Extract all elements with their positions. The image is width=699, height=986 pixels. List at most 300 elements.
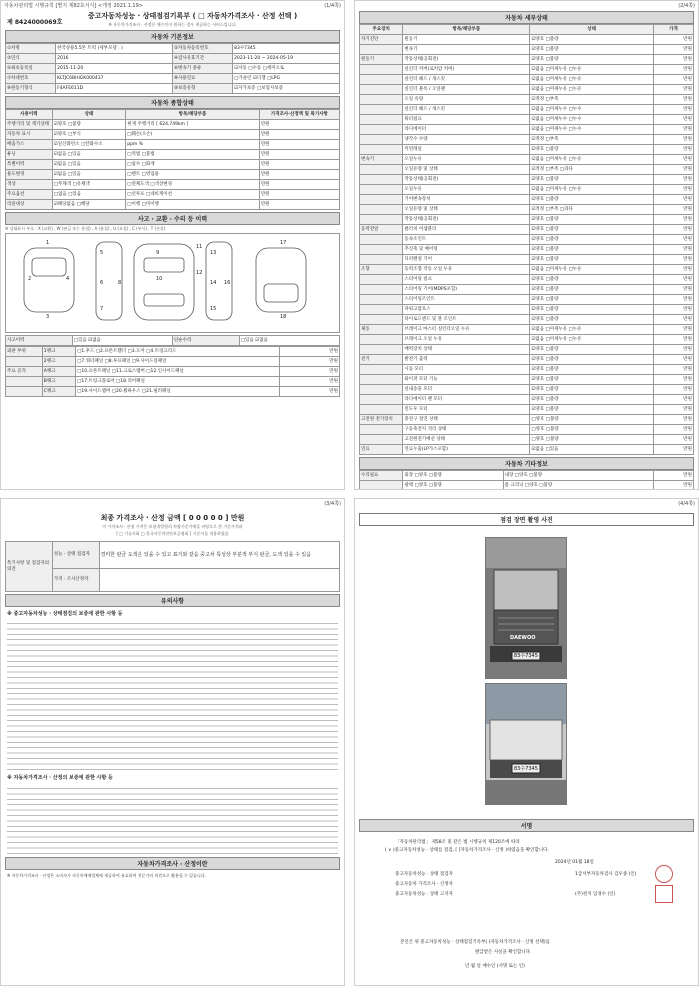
detail-status-row [360, 35, 694, 45]
detail-status-cell: ☑양호 □불량 [530, 45, 654, 55]
receipt-sign-line: 년 월 일 매수인 (서명 또는 인) [465, 964, 525, 969]
detail-status-cell: 파워고압호스 [403, 305, 530, 315]
detail-status-row [360, 175, 694, 185]
inspector-label: 중고자동차성능 · 상태 점검자 [395, 872, 453, 877]
detail-status-row [360, 385, 694, 395]
notice-heading-1: ※ 중고자동차성능 · 상태점검의 보증에 관한 사항 등 [7, 611, 123, 617]
detail-status-cell [360, 145, 403, 155]
other-info-cell: 외장 □양호 □불량 [403, 471, 503, 481]
appraiser-label: 중고자동차 가격조사 · 산정자 [395, 882, 453, 887]
accident-summary-cell: 사고이력 [6, 336, 73, 346]
signature-bar: 서명 [359, 819, 694, 832]
detail-status-price-cell: 만원 [653, 255, 693, 265]
appraiser-sub-label: 가격 · 조사산정자 [52, 569, 99, 592]
general-status-cell: □훼손(오손) [126, 130, 260, 140]
form-header: 자동차관리법 시행규칙 [별지 제82호서식] <개정 2021.1.19> [4, 3, 143, 9]
detail-status-cell: ☑없음 □미세누유 □누유 [530, 85, 654, 95]
detail-status-cell: 원동기 [360, 55, 403, 65]
detail-status-cell: ☑없음 □미세누유 □누유 [530, 155, 654, 165]
detail-status-header-cell: 가격 [653, 25, 693, 35]
detail-status-cell [360, 295, 403, 305]
frame-cell: □1.후드 □2.프론트휀더 □3.도어 □4.트렁크리드 [76, 347, 280, 357]
general-status-cell: 배출가스 [6, 140, 53, 150]
detail-status-cell: ☑양호 □불량 [530, 365, 654, 375]
detail-status-price-cell: 만원 [653, 135, 693, 145]
appraisal-definition-bar: 자동차가격조사 · 산정이란 [5, 857, 340, 870]
detail-status-price-cell: 만원 [653, 395, 693, 405]
plate-text-rear: 83수7345 [514, 766, 538, 772]
part-number-label: 1 [46, 240, 50, 246]
detail-status-cell [360, 215, 403, 225]
detail-status-cell [360, 405, 403, 415]
general-status-cell: ☑없음 □있음 [52, 150, 125, 160]
basic-info-cell: □가솔린 ☑디젤 □LPG [233, 74, 340, 84]
detail-status-row [360, 135, 694, 145]
detail-status-cell: 변속기 [403, 45, 530, 55]
detail-status-price-cell: 만원 [653, 175, 693, 185]
detail-status-price-cell: 만원 [653, 245, 693, 255]
sign-line-2: ( ∨ )중고자동차성능 · 상태를 점검, [ ]자동차가격조사 · 산정 )하였음을 확인합니다. [385, 848, 549, 853]
detail-status-cell: 스티어링 펌프 [403, 275, 530, 285]
detail-status-cell [360, 95, 403, 105]
detail-status-row [360, 185, 694, 195]
basic-info-cell: ☑자가보증 □보험사보증 [233, 84, 340, 94]
detail-status-price-cell: 만원 [653, 365, 693, 375]
detail-status-row [360, 325, 694, 335]
detail-status-row [360, 45, 694, 55]
detail-status-cell: 오일유량 및 상태 [403, 165, 530, 175]
detail-status-price-cell: 만원 [653, 275, 693, 285]
detail-status-cell: 실린더 커버(로커암 커버) [403, 65, 530, 75]
detail-status-cell: ☑양호 □불량 [530, 175, 654, 185]
accident-summary-table [5, 335, 340, 346]
part-number-label: 18 [280, 314, 287, 320]
basic-info-cell: ③연식 [6, 54, 56, 64]
detail-status-cell: 작동상태(공회전) [403, 175, 530, 185]
detail-status-cell: 작동상태(공회전) [403, 55, 530, 65]
detail-status-cell [360, 435, 403, 445]
detail-status-cell [360, 125, 403, 135]
detail-status-price-cell: 만원 [653, 225, 693, 235]
detail-status-cell: 고전원 전기장치 [360, 415, 403, 425]
page-number: (1/4쪽) [324, 3, 341, 9]
detail-status-row [360, 95, 694, 105]
detail-status-cell: 오일누유 [403, 185, 530, 195]
detail-status-row [360, 105, 694, 115]
detail-status-cell: 라디에이터 팬 모터 [403, 395, 530, 405]
detail-status-row [360, 205, 694, 215]
general-status-header-cell: 항목/해당부품 [126, 110, 260, 120]
detail-status-cell: ☑없음 □미세누유 □누유 [530, 65, 654, 75]
detail-status-row [360, 445, 694, 455]
detail-status-cell [360, 205, 403, 215]
basic-info-cell: ☑자동 □수동 □세미오토 [233, 64, 340, 74]
general-status-cell: ☑일산화탄소 □탄화수소 [52, 140, 125, 150]
detail-status-cell: 원동기 [403, 35, 530, 45]
detail-status-price-cell: 만원 [653, 205, 693, 215]
general-status-cell: □이행 □미이행 [126, 200, 260, 210]
detail-status-cell: 제동 [360, 325, 403, 335]
detail-status-cell: ☑양호 □불량 [530, 315, 654, 325]
frame-cell: C랭크 [42, 387, 75, 397]
general-status-cell: 색상 [6, 180, 53, 190]
general-status-cell: 만원 [259, 160, 339, 170]
detail-status-cell: 고전원전기배선 상태 [403, 435, 530, 445]
price-note-1: 이 가격조사 · 산정 가격은 보험개발원의 차량기준가액을 바탕으로 한 기준가격과 [102, 524, 243, 529]
other-info-price-cell: 만원 [653, 471, 693, 481]
basic-info-cell: 83수7345 [233, 44, 340, 54]
frame-cell: 외판 부위 [6, 347, 43, 357]
detail-status-cell: 시동 모터 [403, 365, 530, 375]
other-info-cell: 내장 □양호 □불량 [503, 471, 653, 481]
general-status-row [6, 180, 340, 190]
detail-status-cell [360, 315, 403, 325]
detail-status-cell: 연료누출(LP가스포함) [403, 445, 530, 455]
detail-status-cell: 작동상태(공회전) [403, 215, 530, 225]
detail-status-cell [360, 275, 403, 285]
notice-paragraph-1 [7, 620, 338, 770]
detail-status-row [360, 435, 694, 445]
detail-status-price-cell: 만원 [653, 425, 693, 435]
accident-summary-cell: □있음 ☑없음 [72, 336, 172, 346]
general-status-cell: 만원 [259, 140, 339, 150]
detail-status-price-cell: 만원 [653, 405, 693, 415]
vehicle-diagram [5, 233, 340, 333]
detail-status-row [360, 115, 694, 125]
detail-status-row [360, 315, 694, 325]
other-info-bar: 자동차 기타정보 [359, 457, 694, 470]
detail-status-cell: ☑적정 □부족 □과다 [530, 165, 654, 175]
detail-status-header-cell: 항목/해당부품 [403, 25, 530, 35]
detail-status-cell: 오일 유량 [403, 95, 530, 105]
detail-status-row [360, 335, 694, 345]
part-number-label: 2 [28, 276, 32, 282]
part-number-label: 13 [210, 250, 217, 256]
page-number: (4/4쪽) [678, 501, 695, 507]
basic-info-cell: ⑨원동기형식 [6, 84, 56, 94]
frame-price-cell: 만원 [279, 377, 339, 387]
detail-status-cell: 실린더 헤드 / 개스킷 [403, 105, 530, 115]
detail-status-cell: 워터펌프 [403, 115, 530, 125]
frame-table [5, 346, 340, 397]
detail-status-cell: 실내송풍 모터 [403, 385, 530, 395]
detail-status-cell: ☑양호 □불량 [530, 395, 654, 405]
general-status-row [6, 190, 340, 200]
frame-row [6, 357, 340, 367]
part-number-label: 14 [210, 280, 217, 286]
photo-title: 점검 장면 촬영 사진 [359, 513, 694, 526]
detail-status-cell: 동력전달 [360, 225, 403, 235]
special-label: 특기사항 및 점검자의 의견 [6, 542, 53, 592]
detail-status-cell: ☑없음 □미세누유 □누유 [530, 185, 654, 195]
detail-status-cell: ☑양호 □불량 [530, 405, 654, 415]
general-status-cell: 주요옵션 [6, 190, 53, 200]
frame-price-cell: 만원 [279, 367, 339, 377]
detail-status-price-cell: 만원 [653, 195, 693, 205]
page-number: (2/4쪽) [678, 3, 695, 9]
truck-rear-photo [485, 683, 567, 805]
detail-status-row [360, 365, 694, 375]
frame-cell: 주요 골격 [6, 367, 43, 377]
detail-status-cell: ☑없음 □미세누유 □누유 [530, 75, 654, 85]
inspector-name: 1급서부자동차검사 김우종 (인) [575, 872, 637, 877]
detail-status-cell: ☑양호 □불량 [530, 285, 654, 295]
page-4 [354, 498, 699, 986]
part-number-label: 9 [156, 250, 160, 256]
detail-status-row [360, 145, 694, 155]
price-note-2: [ □ 기술사회 □ 한국자동차진단보증협회 ] 기준서를 적용하였음 [116, 531, 229, 536]
detail-status-cell [360, 375, 403, 385]
detail-status-cell: 디퍼렌셜 기어 [403, 255, 530, 265]
part-number-label: 8 [118, 280, 122, 286]
final-price-title: 최종 가격조사 · 산정 금액 [ 0 0 0 0 0 ] 만원 [100, 514, 245, 522]
basic-info-cell: 2016 [56, 54, 173, 64]
general-status-cell: 리콜대상 [6, 200, 53, 210]
general-status-cell: 만원 [259, 200, 339, 210]
page-title: 중고자동차성능 · 상태점검기록부 ( □ 자동차가격조사 · 산정 선택 ) [87, 12, 298, 20]
detail-status-cell: 기어변속장치 [403, 195, 530, 205]
detail-status-cell: 와이퍼 모터 기능 [403, 375, 530, 385]
basic-info-cell: ②자동차등록번호 [172, 44, 232, 54]
detail-status-price-cell: 만원 [653, 295, 693, 305]
basic-info-table [5, 43, 340, 94]
detail-status-cell: ☑없음 □미세누유 □누유 [530, 265, 654, 275]
detail-status-cell: ☑양호 □불량 [530, 355, 654, 365]
basic-info-cell: ⑦차대번호 [6, 74, 56, 84]
detail-status-row [360, 75, 694, 85]
detail-status-row [360, 265, 694, 275]
detail-status-cell: 등속조인트 [403, 235, 530, 245]
detail-status-cell: 스티어링조인트 [403, 295, 530, 305]
part-number-label: 7 [100, 306, 104, 312]
detail-status-row [360, 285, 694, 295]
detail-status-price-cell: 만원 [653, 285, 693, 295]
detail-status-cell [360, 395, 403, 405]
detail-status-cell: □양호 □불량 [530, 425, 654, 435]
detail-status-price-cell: 만원 [653, 75, 693, 85]
general-status-cell: ppm % [126, 140, 260, 150]
basic-info-row [6, 44, 340, 54]
detail-status-cell: 라디에이터 [403, 125, 530, 135]
general-status-header-cell: 사용이력 [6, 110, 53, 120]
general-status-row [6, 160, 340, 170]
basic-info-row [6, 74, 340, 84]
other-info-table [359, 470, 694, 490]
basic-info-row [6, 84, 340, 94]
detail-status-cell: 타이로드엔드 및 볼 조인트 [403, 315, 530, 325]
accident-summary-cell: 단순수리 [172, 336, 239, 346]
general-status-cell: 만원 [259, 120, 339, 130]
receipt-line-2: 발급받은 사실을 확인합니다. [475, 950, 532, 955]
general-status-cell: □무채색 □유채색 [52, 180, 125, 190]
general-status-row [6, 120, 340, 130]
detail-status-cell: 윈도우 모터 [403, 405, 530, 415]
detail-status-row [360, 225, 694, 235]
other-info-row [360, 471, 694, 481]
detail-status-cell: ☑양호 □불량 [530, 385, 654, 395]
frame-cell: 1랭크 [42, 347, 75, 357]
detail-status-cell: 오일누유 [403, 155, 530, 165]
page-number: (3/4쪽) [324, 501, 341, 507]
detail-status-row [360, 55, 694, 65]
notice-heading-2: ※ 자동차가격조사 · 산정의 보증에 관한 사항 등 [7, 775, 113, 781]
notice-bar: 유의사항 [5, 594, 340, 607]
detail-status-row [360, 375, 694, 385]
frame-row [6, 347, 340, 357]
general-status-cell: 현재 주행거리 [ 624,749km ] [126, 120, 260, 130]
basic-info-cell: ⑤최초등록일 [6, 64, 56, 74]
detail-status-header-cell: 주요장치 [360, 25, 403, 35]
special-notes-table [5, 541, 340, 592]
detail-status-row [360, 405, 694, 415]
part-number-label: 5 [100, 250, 104, 256]
detail-status-cell: ☑양호 □불량 [530, 225, 654, 235]
general-status-cell: 주행거리 및 계기상태 [6, 120, 53, 130]
detail-status-price-cell: 만원 [653, 435, 693, 445]
detail-status-row [360, 415, 694, 425]
basic-info-cell: 2023-11-20 ~ 2024-05-19 [233, 54, 340, 64]
detail-status-price-cell: 만원 [653, 165, 693, 175]
detail-status-cell: ☑양호 □불량 [530, 215, 654, 225]
detail-status-cell: 조향 [360, 265, 403, 275]
detail-status-cell [360, 305, 403, 315]
basic-info-cell: ④검사유효기간 [172, 54, 232, 64]
detail-status-cell [360, 135, 403, 145]
detail-status-row [360, 295, 694, 305]
basic-info-cell: ⑧사용연료 [172, 74, 232, 84]
general-status-header-cell: 상태 [52, 110, 125, 120]
other-info-cell [360, 481, 403, 491]
general-status-row [6, 200, 340, 210]
detail-status-price-cell: 만원 [653, 345, 693, 355]
detail-status-cell [360, 185, 403, 195]
detail-status-row [360, 155, 694, 165]
detail-status-cell [360, 65, 403, 75]
general-status-bar: 자동차 종합상태 [5, 96, 340, 109]
car-outline-svg [6, 234, 341, 330]
detail-status-cell: ☑양호 □불량 [530, 295, 654, 305]
truck-front-photo [485, 537, 567, 679]
detail-status-price-cell: 만원 [653, 215, 693, 225]
general-status-row [6, 150, 340, 160]
detail-status-cell: 실린더 블록 / 오일팬 [403, 85, 530, 95]
part-number-label: 11 [196, 244, 203, 250]
detail-status-cell: ☑양호 □불량 [530, 305, 654, 315]
detail-status-cell: ☑적정 □부족 [530, 95, 654, 105]
frame-price-cell: 만원 [279, 347, 339, 357]
sign-date: 2024년 01월 18일 [555, 860, 594, 865]
general-status-row [6, 130, 340, 140]
detail-status-cell: 오일유량 및 상태 [403, 205, 530, 215]
detail-status-row [360, 235, 694, 245]
detail-status-price-cell: 만원 [653, 235, 693, 245]
frame-cell [6, 357, 43, 367]
detail-status-cell: ☑없음 □미세누수 □누수 [530, 125, 654, 135]
detail-status-price-cell: 만원 [653, 115, 693, 125]
general-status-cell: 만원 [259, 150, 339, 160]
footer-note: ※ 자동차가격조사 · 산정은 소비자가 자동차매매업체에 제공하여 유효하며 전문가의 의견으로 활용될 수 있습니다. [7, 873, 206, 878]
receipt-line-1: 본인은 위 중고자동차성능 · 상태점검기록부( )자동차가격조사 · 산정 선택)를 [400, 940, 550, 945]
basic-info-cell: KLTJC6BHIGK000437 [56, 74, 173, 84]
frame-row [6, 387, 340, 397]
basic-info-cell: 한국상용5.5톤 트럭 (세부모델 : ) [56, 44, 173, 54]
detail-status-cell: ☑양호 □불량 [530, 35, 654, 45]
detail-status-cell: 커먼레일 [403, 145, 530, 155]
general-status-cell: 만원 [259, 180, 339, 190]
detail-status-row [360, 65, 694, 75]
detail-status-row [360, 125, 694, 135]
page-2 [354, 0, 699, 490]
detail-status-price-cell: 만원 [653, 355, 693, 365]
detail-status-cell: 브레이크 오일 누유 [403, 335, 530, 345]
page-3 [0, 498, 345, 986]
general-status-table [5, 109, 340, 210]
detail-status-price-cell: 만원 [653, 305, 693, 315]
general-status-cell: 만원 [259, 190, 339, 200]
basic-info-bar: 자동차 기본정보 [5, 30, 340, 43]
detail-status-cell [360, 345, 403, 355]
frame-cell: A랭크 [42, 367, 75, 377]
detail-status-cell [360, 365, 403, 375]
accident-history-bar: 사고 · 교환 · 수리 등 이력 [5, 212, 340, 225]
basic-info-row [6, 64, 340, 74]
notifier-name: (주)천지 임경수 (인) [575, 892, 616, 897]
detail-status-price-cell: 만원 [653, 325, 693, 335]
detail-status-price-cell: 만원 [653, 385, 693, 395]
part-number-label: 10 [156, 276, 163, 282]
detail-status-cell: ☑없음 □미세누유 □누유 [530, 325, 654, 335]
detail-status-cell: 실린더 헤드 / 개스킷 [403, 75, 530, 85]
detail-status-price-cell: 만원 [653, 55, 693, 65]
part-number-label: 4 [66, 276, 70, 282]
detail-status-price-cell: 만원 [653, 145, 693, 155]
detail-status-cell: ☑양호 □불량 [530, 195, 654, 205]
detail-status-cell: ☑양호 □불량 [530, 275, 654, 285]
detail-status-cell: 자기진단 [360, 35, 403, 45]
sign-line-1: 「자동차관리법」 제58조 및 같은 법 시행규칙 제120조에 따라 [395, 840, 520, 845]
part-number-label: 17 [280, 240, 287, 246]
detail-status-row [360, 165, 694, 175]
frame-cell: B랭크 [42, 377, 75, 387]
general-status-cell: ☑양호 □부식 [52, 130, 125, 140]
basic-info-cell: ⑩보증유형 [172, 84, 232, 94]
frame-price-cell: 만원 [279, 357, 339, 367]
detail-status-cell: 추진축 및 베어링 [403, 245, 530, 255]
appraiser-notes [99, 569, 340, 592]
detail-status-price-cell: 만원 [653, 155, 693, 165]
frame-cell: □7.쿼터패널 □8.루프패널 □9.사이드실패널 [76, 357, 280, 367]
other-info-cell: 광택 □양호 □불량 [403, 481, 503, 491]
general-status-cell: □선루프 □네비게이션 [126, 190, 260, 200]
detail-status-cell [360, 385, 403, 395]
general-status-cell: 자동차 표시 [6, 130, 53, 140]
general-status-cell: 만원 [259, 130, 339, 140]
general-status-cell: □렌트 □영업용 [126, 170, 260, 180]
detail-status-row [360, 425, 694, 435]
general-status-cell: ☑양호 □불량 [52, 120, 125, 130]
detail-status-cell: ☑양호 □불량 [530, 55, 654, 65]
seal-stamp-2 [655, 885, 673, 903]
detail-status-cell [360, 165, 403, 175]
detail-status-cell [360, 235, 403, 245]
detail-status-price-cell: 만원 [653, 415, 693, 425]
detail-status-cell: 발전기 출력 [403, 355, 530, 365]
detail-status-cell: 클러치 어셈블리 [403, 225, 530, 235]
notifier-label: 중고자동차성능 · 상태 고지자 [395, 892, 453, 897]
page-subtitle: ※ 자동차가격조사 · 산정은 매수인이 원하는 경우 제공하는 서비스입니다. [108, 22, 237, 27]
detail-status-cell: 충전구 절연 상태 [403, 415, 530, 425]
detail-status-cell [360, 425, 403, 435]
